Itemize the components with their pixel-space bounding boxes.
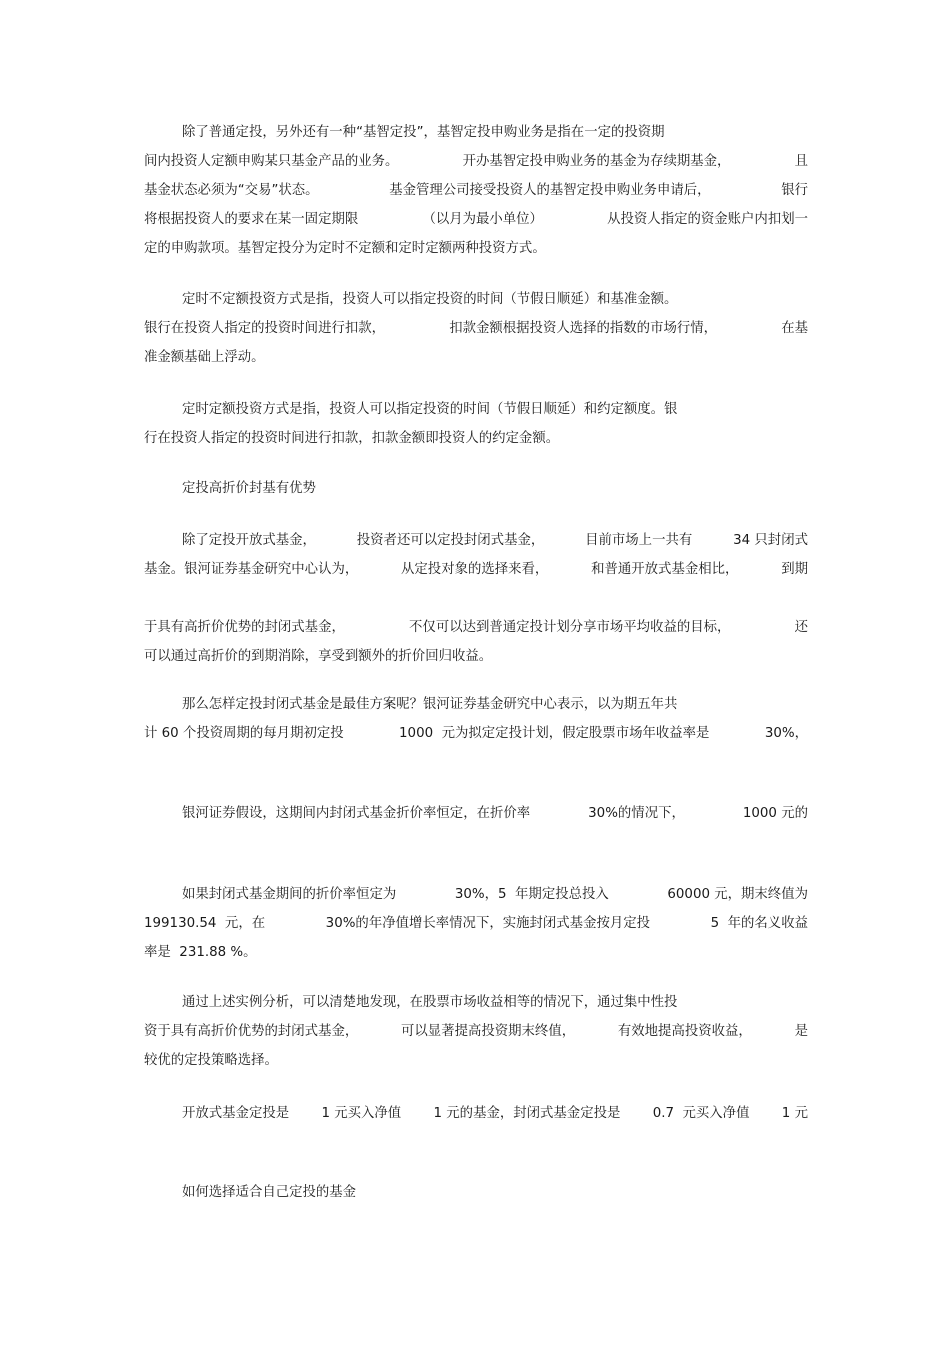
paragraph-8 — [144, 880, 808, 967]
text-line: 定时定额投资方式是指，投资人可以指定投资的时间（节假日顺延）和约定额度。银 — [182, 402, 678, 417]
text-line: 那么怎样定投封闭式基金是最佳方案呢？银河证券基金研究中心表示，以为期五年共 — [182, 697, 678, 712]
text-line: 除了定投开放式基金， 投资者还可以定投封闭式基金， 目前市场上一共有 34 只封闭式 — [182, 533, 808, 548]
section-heading — [144, 1178, 808, 1207]
heading-text: 定投高折价封基有优势 — [182, 481, 316, 496]
text-line: 准金额基础上浮动。 — [144, 350, 265, 365]
heading-text: 如何选择适合自己定投的基金 — [182, 1185, 357, 1200]
text-line: 基金。银河证券基金研究中心认为， 从定投对象的选择来看， 和普通开放式基金相比， 到期 — [144, 562, 808, 577]
paragraph-6 — [144, 690, 808, 777]
text-line: 如果封闭式基金期间的折价率恒定为 30%，5 年期定投总投入 60000 元，期末终值为 — [182, 887, 808, 902]
paragraph-7 — [144, 799, 808, 857]
text-line — [144, 584, 808, 613]
paragraph-3 — [144, 395, 808, 453]
text-line: 199130.54 元，在 30%的年净值增长率情况下，实施封闭式基金按月定投 5 年的名义收益 — [144, 916, 808, 931]
paragraph-5 — [144, 526, 808, 671]
text-line: 可以通过高折价的到期消除，享受到额外的折价回归收益。 — [144, 649, 493, 664]
paragraph-9 — [144, 988, 808, 1075]
text-line: 资于具有高折价优势的封闭式基金， 可以显著提高投资期末终值， 有效地提高投资收益， 是 — [144, 1024, 808, 1039]
text-line: 银河证券假设，这期间内封闭式基金折价率恒定，在折价率 30%的情况下， 1000 元的 — [182, 806, 808, 821]
text-line: 于具有高折价优势的封闭式基金， 不仅可以达到普通定投计划分享市场平均收益的目标， 还 — [144, 620, 808, 635]
text-line — [144, 828, 808, 857]
section-heading — [144, 474, 808, 503]
text-line: 除了普通定投，另外还有一种“基智定投”，基智定投申购业务是指在一定的投资期 — [182, 125, 665, 140]
paragraph-1 — [144, 118, 808, 263]
text-line: 通过上述实例分析，可以清楚地发现，在股票市场收益相等的情况下，通过集中性投 — [182, 995, 678, 1010]
text-line: 率是 231.88 %。 — [144, 945, 257, 960]
paragraph-10 — [144, 1099, 808, 1157]
text-line — [144, 1128, 808, 1157]
text-line: 间内投资人定额申购某只基金产品的业务。 开办基智定投申购业务的基金为存续期基金， 且 — [144, 154, 808, 169]
paragraph-2 — [144, 285, 808, 372]
text-line: 较优的定投策略选择。 — [144, 1053, 278, 1068]
text-line: 基金状态必须为“交易”状态。 基金管理公司接受投资人的基智定投申购业务申请后， 银行 — [144, 183, 808, 198]
text-line: 定时不定额投资方式是指，投资人可以指定投资的时间（节假日顺延）和基准金额。 — [182, 292, 678, 307]
text-line: 开放式基金定投是 1 元买入净值 1 元的基金，封闭式基金定投是 0.7 元买入净值 1 元 — [182, 1106, 808, 1121]
text-line — [144, 748, 808, 777]
text-line: 行在投资人指定的投资时间进行扣款，扣款金额即投资人的约定金额。 — [144, 431, 560, 446]
text-line: 将根据投资人的要求在某一固定期限 （以月为最小单位） 从投资人指定的资金账户内扣划一 — [144, 212, 808, 227]
text-line: 银行在投资人指定的投资时间进行扣款， 扣款金额根据投资人选择的指数的市场行情， 在基 — [144, 321, 808, 336]
text-line: 计 60 个投资周期的每月期初定投 1000 元为拟定定投计划，假定股票市场年收益率是 30%， — [144, 726, 808, 741]
text-line: 定的申购款项。基智定投分为定时不定额和定时定额两种投资方式。 — [144, 241, 546, 256]
